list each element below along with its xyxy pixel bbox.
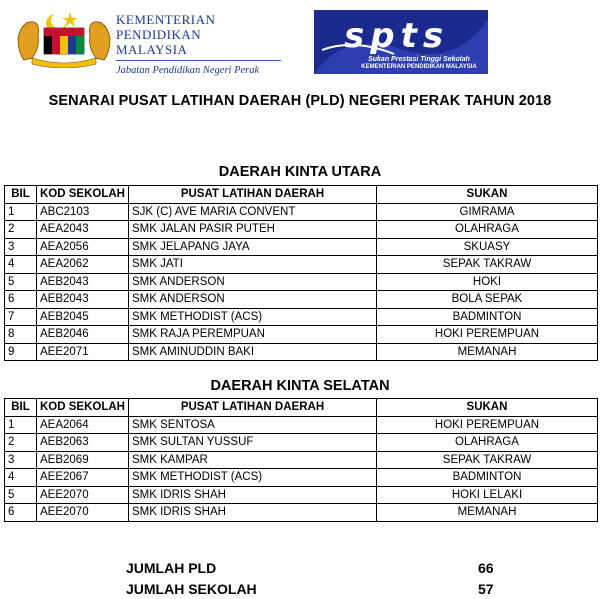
cell-sukan: HOKI PEREMPUAN <box>376 326 597 344</box>
spts-wordmark: spts <box>344 16 450 56</box>
kpm-subtitle: Jabatan Pendidikan Negeri Perak <box>116 65 260 76</box>
table-row <box>5 308 598 326</box>
kpm-line-3: MALAYSIA <box>116 42 188 57</box>
cell-kod-sekolah: AEB2043 <box>37 291 129 309</box>
table-row <box>5 203 598 221</box>
cell-sukan: HOKI <box>376 273 597 291</box>
cell-sukan: SKUASY <box>376 238 597 256</box>
cell-bil: 6 <box>5 291 37 309</box>
cell-pusat-latihan: SMK JELAPANG JAYA <box>128 238 376 256</box>
cell-pusat-latihan: SMK IDRIS SHAH <box>128 504 376 522</box>
column-header-sukan: SUKAN <box>376 186 597 204</box>
column-header-bil: BIL <box>5 186 37 204</box>
total-pld-value: 66 <box>478 560 494 576</box>
cell-sukan: MEMANAH <box>376 343 597 361</box>
cell-sukan: GIMRAMA <box>376 203 597 221</box>
cell-sukan: HOKI LELAKI <box>376 486 597 504</box>
spts-tagline: Sukan Prestasi Tinggi Sekolah <box>368 56 470 63</box>
cell-bil: 5 <box>5 273 37 291</box>
cell-kod-sekolah: AEE2071 <box>37 343 129 361</box>
column-header-pusat: PUSAT LATIHAN DAERAH <box>128 186 376 204</box>
kpm-rule <box>116 60 281 61</box>
cell-kod-sekolah: ABC2103 <box>37 203 129 221</box>
cell-sukan: MEMANAH <box>376 504 597 522</box>
kpm-line-1: KEMENTERIAN <box>116 12 216 27</box>
cell-sukan: SEPAK TAKRAW <box>376 451 597 469</box>
malaysia-coat-of-arms-icon <box>14 8 114 68</box>
cell-kod-sekolah: AEE2070 <box>37 504 129 522</box>
cell-kod-sekolah: AEA2062 <box>37 256 129 274</box>
cell-kod-sekolah: AEE2067 <box>37 469 129 487</box>
table-row <box>5 486 598 504</box>
cell-kod-sekolah: AEB2063 <box>37 434 129 452</box>
cell-pusat-latihan: SMK METHODIST (ACS) <box>128 469 376 487</box>
cell-kod-sekolah: AEB2046 <box>37 326 129 344</box>
cell-pusat-latihan: SMK METHODIST (ACS) <box>128 308 376 326</box>
cell-bil: 4 <box>5 469 37 487</box>
cell-pusat-latihan: SMK SULTAN YUSSUF <box>128 434 376 452</box>
total-pld-label: JUMLAH PLD <box>126 560 217 576</box>
table-row <box>5 416 598 434</box>
cell-kod-sekolah: AEA2056 <box>37 238 129 256</box>
column-header-pusat: PUSAT LATIHAN DAERAH <box>128 399 376 417</box>
cell-bil: 3 <box>5 238 37 256</box>
table-row <box>5 291 598 309</box>
table-body <box>5 416 598 521</box>
column-header-kod: KOD SEKOLAH <box>37 399 129 417</box>
cell-bil: 1 <box>5 416 37 434</box>
cell-pusat-latihan: SMK ANDERSON <box>128 291 376 309</box>
section-title-kinta-selatan: DAERAH KINTA SELATAN <box>210 378 390 394</box>
kpm-wordmark <box>116 12 259 76</box>
cell-bil: 1 <box>5 203 37 221</box>
column-header-bil: BIL <box>5 399 37 417</box>
letterhead <box>0 0 600 80</box>
cell-bil: 8 <box>5 326 37 344</box>
table-header-row <box>5 186 598 204</box>
table-row <box>5 469 598 487</box>
cell-pusat-latihan: SJK (C) AVE MARIA CONVENT <box>128 203 376 221</box>
cell-sukan: OLAHRAGA <box>376 221 597 239</box>
cell-bil: 3 <box>5 451 37 469</box>
table-kinta-selatan <box>4 398 598 522</box>
cell-pusat-latihan: SMK KAMPAR <box>128 451 376 469</box>
cell-kod-sekolah: AEA2043 <box>37 221 129 239</box>
cell-bil: 2 <box>5 434 37 452</box>
cell-pusat-latihan: SMK RAJA PEREMPUAN <box>128 326 376 344</box>
table-row <box>5 273 598 291</box>
table-row <box>5 343 598 361</box>
spts-ministry: KEMENTERIAN PENDIDIKAN MALAYSIA <box>361 64 477 70</box>
cell-sukan: HOKI PEREMPUAN <box>376 416 597 434</box>
table-row <box>5 221 598 239</box>
cell-pusat-latihan: SMK JALAN PASIR PUTEH <box>128 221 376 239</box>
cell-kod-sekolah: AEB2069 <box>37 451 129 469</box>
column-header-sukan: SUKAN <box>376 399 597 417</box>
cell-pusat-latihan: SMK JATI <box>128 256 376 274</box>
table-row <box>5 326 598 344</box>
table-row <box>5 504 598 522</box>
cell-bil: 4 <box>5 256 37 274</box>
cell-sukan: OLAHRAGA <box>376 434 597 452</box>
cell-sukan: BOLA SEPAK <box>376 291 597 309</box>
cell-pusat-latihan: SMK IDRIS SHAH <box>128 486 376 504</box>
cell-sukan: BADMINTON <box>376 308 597 326</box>
cell-bil: 6 <box>5 504 37 522</box>
table-header-row <box>5 399 598 417</box>
cell-pusat-latihan: SMK SENTOSA <box>128 416 376 434</box>
cell-pusat-latihan: SMK ANDERSON <box>128 273 376 291</box>
table-kinta-utara <box>4 185 598 361</box>
cell-bil: 7 <box>5 308 37 326</box>
table-row <box>5 238 598 256</box>
cell-sukan: BADMINTON <box>376 469 597 487</box>
spts-logo <box>314 10 488 74</box>
cell-bil: 5 <box>5 486 37 504</box>
total-sekolah-value: 57 <box>478 581 494 597</box>
kpm-line-2: PENDIDIKAN <box>116 27 202 42</box>
cell-sukan: SEPAK TAKRAW <box>376 256 597 274</box>
cell-kod-sekolah: AEB2045 <box>37 308 129 326</box>
total-sekolah-label: JUMLAH SEKOLAH <box>126 581 257 597</box>
page-title: SENARAI PUSAT LATIHAN DAERAH (PLD) NEGERI PERAK TAHUN 2018 <box>48 93 552 109</box>
cell-bil: 2 <box>5 221 37 239</box>
table-row <box>5 434 598 452</box>
table-row <box>5 451 598 469</box>
table-body <box>5 203 598 361</box>
cell-kod-sekolah: AEE2070 <box>37 486 129 504</box>
section-title-kinta-utara: DAERAH KINTA UTARA <box>218 164 382 180</box>
cell-pusat-latihan: SMK AMINUDDIN BAKI <box>128 343 376 361</box>
cell-kod-sekolah: AEA2064 <box>37 416 129 434</box>
column-header-kod: KOD SEKOLAH <box>37 186 129 204</box>
table-row <box>5 256 598 274</box>
cell-bil: 9 <box>5 343 37 361</box>
cell-kod-sekolah: AEB2043 <box>37 273 129 291</box>
